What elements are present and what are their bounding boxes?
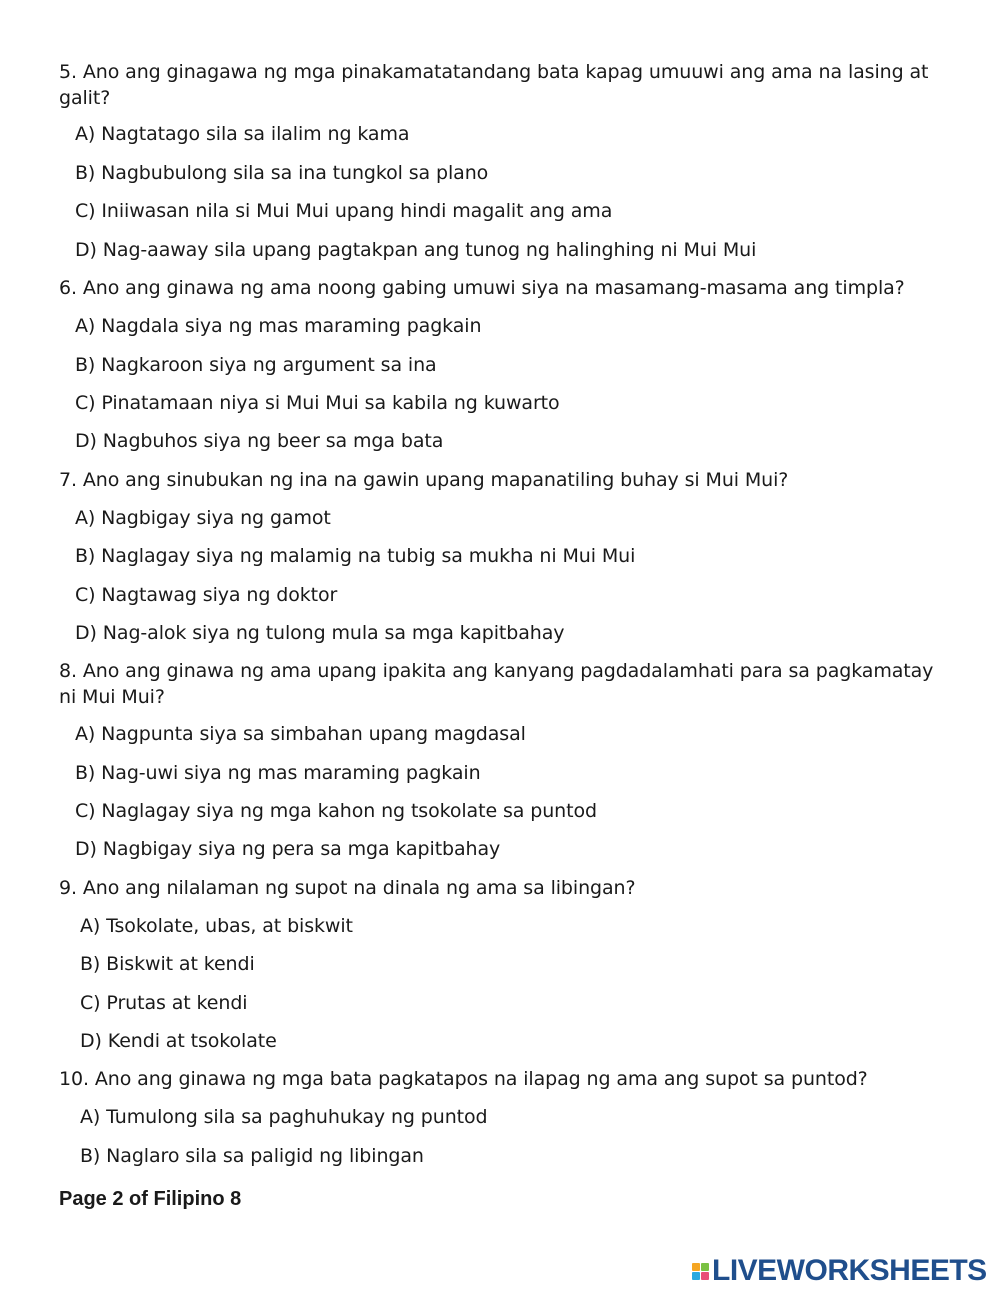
question-5: 5. Ano ang ginagawa ng mga pinakamatatandang bata kapag umuuwi ang ama na lasing at galit? bbox=[59, 61, 929, 109]
question-10: 10. Ano ang ginawa ng mga bata pagkatapos na ilapag ng ama ang supot sa puntod? bbox=[59, 1068, 868, 1090]
question-7-option-c: C) Nagtawag siya ng doktor bbox=[75, 584, 338, 606]
liveworksheets-logo-icon bbox=[692, 1263, 709, 1280]
question-7-option-b: B) Naglagay siya ng malamig na tubig sa mukha ni Mui Mui bbox=[75, 545, 636, 567]
question-6-option-b: B) Nagkaroon siya ng argument sa ina bbox=[75, 354, 437, 376]
question-9-option-d: D) Kendi at tsokolate bbox=[80, 1030, 277, 1052]
logo-wordmark: LIVEWORKSHEETS bbox=[712, 1254, 987, 1287]
question-8-option-d: D) Nagbigay siya ng pera sa mga kapitbahay bbox=[75, 838, 501, 860]
question-6-option-a: A) Nagdala siya ng mas maraming pagkain bbox=[75, 315, 482, 337]
question-7: 7. Ano ang sinubukan ng ina na gawin upang mapanatiling buhay si Mui Mui? bbox=[59, 469, 789, 491]
logo-mark-tile bbox=[692, 1272, 700, 1280]
logo-mark-tile bbox=[692, 1263, 700, 1271]
question-9-option-b: B) Biskwit at kendi bbox=[80, 953, 255, 975]
question-6: 6. Ano ang ginawa ng ama noong gabing umuwi siya na masamang-masama ang timpla? bbox=[59, 277, 905, 299]
question-9: 9. Ano ang nilalaman ng supot na dinala ng ama sa libingan? bbox=[59, 877, 636, 899]
question-5-option-b: B) Nagbubulong sila sa ina tungkol sa plano bbox=[75, 162, 489, 184]
question-5-option-a: A) Nagtatago sila sa ilalim ng kama bbox=[75, 123, 410, 145]
question-8-option-a: A) Nagpunta siya sa simbahan upang magdasal bbox=[75, 723, 526, 745]
question-9-option-c: C) Prutas at kendi bbox=[80, 992, 248, 1014]
logo-mark-tile bbox=[701, 1263, 709, 1271]
question-5-option-c: C) Iniiwasan nila si Mui Mui upang hindi magalit ang ama bbox=[75, 200, 613, 222]
question-9-option-a: A) Tsokolate, ubas, at biskwit bbox=[80, 915, 353, 937]
question-7-option-d: D) Nag-alok siya ng tulong mula sa mga kapitbahay bbox=[75, 622, 565, 644]
question-7-option-a: A) Nagbigay siya ng gamot bbox=[75, 507, 331, 529]
liveworksheets-logo bbox=[692, 1254, 987, 1288]
question-6-option-c: C) Pinatamaan niya si Mui Mui sa kabila ng kuwarto bbox=[75, 392, 560, 414]
question-8: 8. Ano ang ginawa ng ama upang ipakita ang kanyang pagdadalamhati para sa pagkamatay ni Mui Mui? bbox=[59, 660, 934, 708]
question-8-option-b: B) Nag-uwi siya ng mas maraming pagkain bbox=[75, 762, 481, 784]
question-8-option-c: C) Naglagay siya ng mga kahon ng tsokolate sa puntod bbox=[75, 800, 597, 822]
question-5-option-d: D) Nag-aaway sila upang pagtakpan ang tunog ng halinghing ni Mui Mui bbox=[75, 239, 757, 261]
logo-mark-tile bbox=[701, 1272, 709, 1280]
question-10-option-a: A) Tumulong sila sa paghuhukay ng puntod bbox=[80, 1106, 488, 1128]
question-6-option-d: D) Nagbuhos siya ng beer sa mga bata bbox=[75, 430, 444, 452]
question-10-option-b: B) Naglaro sila sa paligid ng libingan bbox=[80, 1145, 424, 1167]
page-footer-label: Page 2 of Filipino 8 bbox=[59, 1188, 242, 1210]
